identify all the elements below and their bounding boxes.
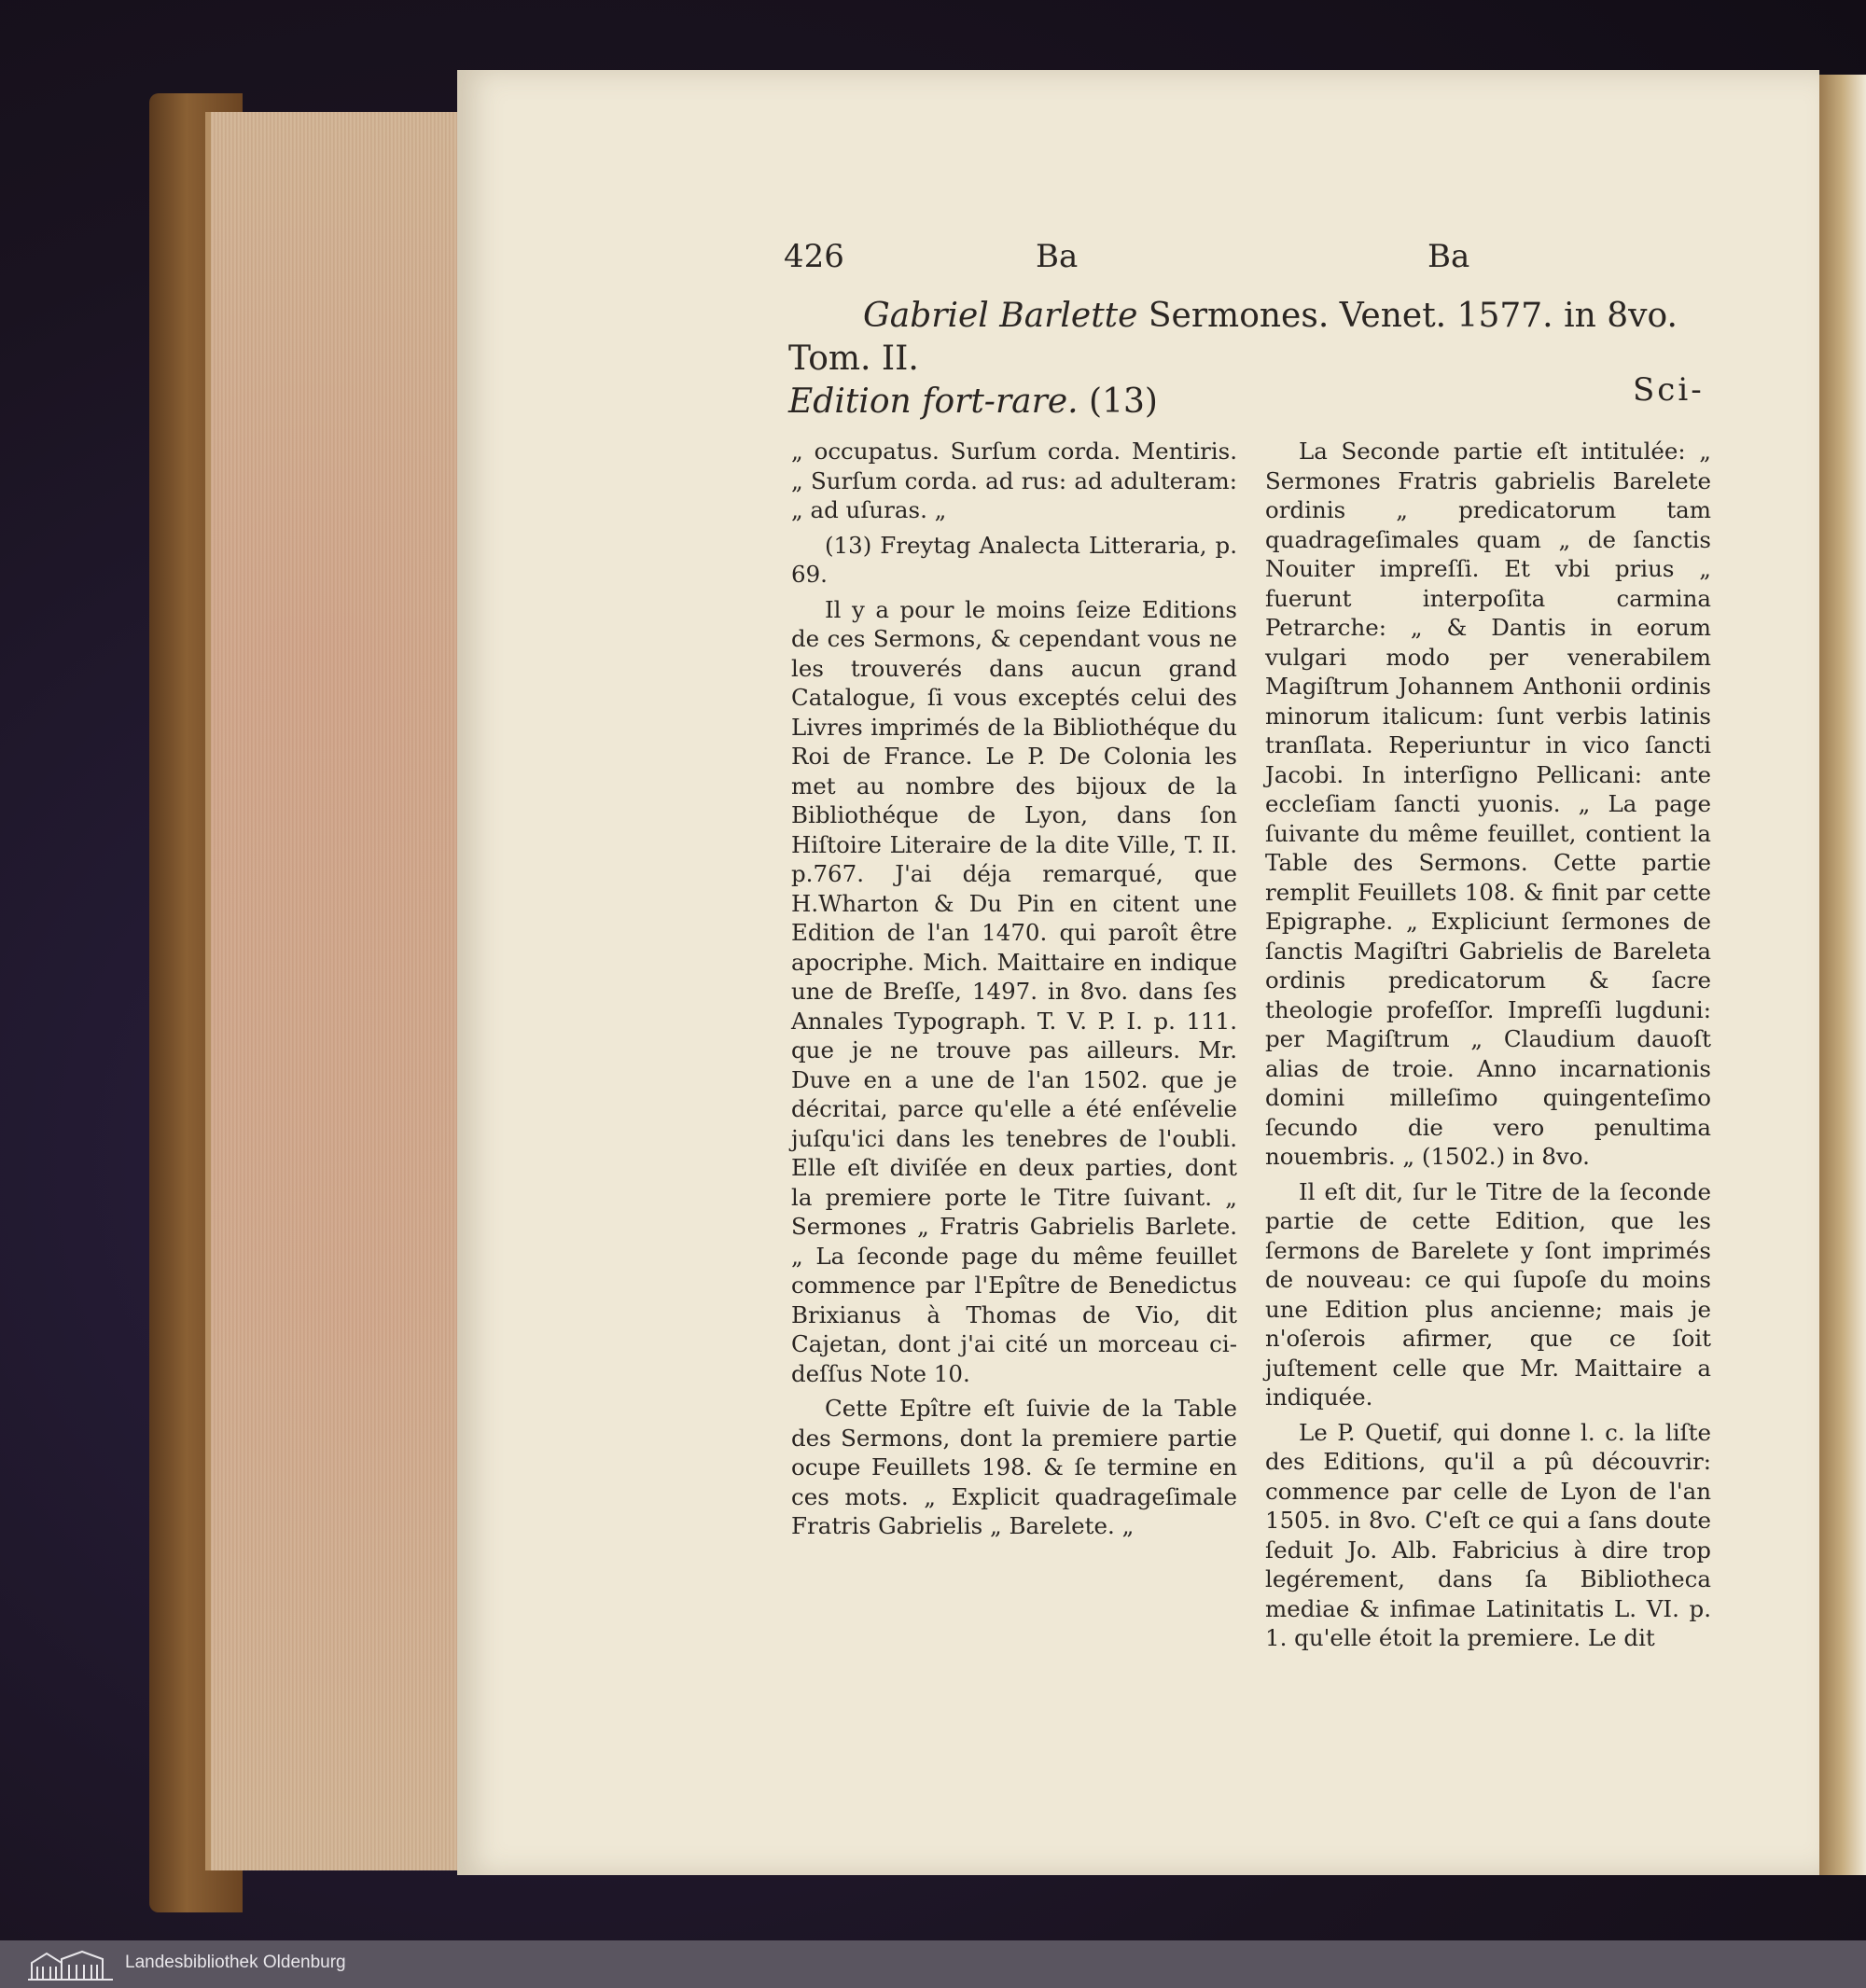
entry-note: Edition fort-rare. [788,382,1079,421]
left-column [791,437,1237,1547]
bibliographic-entry [788,295,1707,424]
library-building-icon [26,1948,115,1981]
right-paragraph-2: Il eſt dit, ſur le Titre de la ſeconde partie de cette Edition, que les ſermons de Barelete y ſont imprimés de nouveau: ce qui ſupoſe du moins une Edition plus ancienne; mais je n'oſerois afirmer, que ce ſoit juſtement celle que Mr. Maittaire a indiquée. [1265,1177,1711,1411]
page-number: 426 [784,238,844,275]
running-head-right: Ba [1427,238,1470,275]
page-stack-edges [205,112,463,1870]
right-paragraph-1: La Seconde partie eſt intitulée: „ Sermones Fratris gabrielis Barelete ordinis „ predicatorum tam quadrageſimales quam „ de ſanctis Nouiter impreſſi. Et vbi prius „ fuerunt interpoſita carmina Petrarche: „ & Dantis in eorum vulgari modo per venerabilem Magiſtrum Johannem Anthonii ordinis minorum italicum: ſunt verbis latinis tranſlata. Reperiuntur in vico ſancti Jacobi. In interſigno Pellicani: ante eccleſiam ſancti yuonis. „ La page ſuivante du même feuillet, contient la Table des Sermons. Cette partie remplit Feuillets 108. & finit par cette Epigraphe. „ Expliciunt ſermones de ſanctis Magiſtri Gabrielis de Bareleta ordinis predicatorum & ſacre theologie profeſſor. Impreſſi lugduni: per Magiſtrum „ Claudium dauoſt alias de troie. Anno incarnationis domini milleſimo quingenteſimo ſecundo die vero penultima nouembris. „ (1502.) in 8vo. [1265,438,1711,1170]
running-head-left: Ba [1036,238,1079,275]
running-header [784,238,1707,294]
entry-author: Gabriel Barlette [863,297,1138,335]
left-paragraph-4: Cette Epître eſt ſuivie de la Table des Sermons, dont la premiere partie ocupe Feuillets 198. & ſe termine en ces mots. „ Explicit quadrageſimale Fratris Gabrielis „ Barelete. „ [791,1395,1237,1539]
entry-title: Sermones. Venet. 1577. in 8vo. Tom. II. [788,297,1678,378]
footer-bar [0,1940,1866,1988]
left-paragraph-3: Il y a pour le moins ſeize Editions de ces Sermons, & cependant vous ne les trouverés dans aucun grand Catalogue, ſi vous exceptés celui des Livres imprimés de la Bibliothéque du Roi de France. Le P. De Colonia les met au nombre des bijoux de la Bibliothéque de Lyon, dans ſon Hiſtoire Literaire de la dite Ville, T. II. p.767. J'ai déja remarqué, que H.Wharton & Du Pin en citent une Edition de l'an 1470. qui paroît être apocriphe. Mich. Maittaire en indique une de Breſſe, 1497. in 8vo. dans ſes Annales Typograph. T. V. P. I. p. 111. que je ne trouve pas ailleurs. Mr. Duve en a une de l'an 1502. que je décritai, parce qu'elle a été enſévelie juſqu'ici dans les tenebres de l'oubli. Elle eſt diviſée en deux parties, dont la premiere porte le Titre ſuivant. „ Sermones „ Fratris Gabrielis Barlete. „ La ſeconde page du même feuillet commence par l'Epître de Benedictus Brixianus à Thomas de Vio, dit Cajetan, dont j'ai cité un morceau ci-deſſus Note 10. [791,595,1237,1387]
entry-note-ref: (13) [1078,382,1158,421]
facing-page-edge [1819,75,1866,1875]
right-column [1265,437,1711,1659]
right-paragraph-3: Le P. Quetif, qui donne l. c. la liſte des Editions, qu'il a pû découvrir: commence par celle de Lyon de l'an 1505. in 8vo. C'eſt ce qui a ſans doute ſeduit Jo. Alb. Fabricius à dire trop legérement, dans ſa Bibliotheca mediae & infimae Latinitatis L. VI. p. 1. qu'elle étoit la premiere. Le dit [1265,1418,1711,1651]
catchword-top: Sci- [1633,371,1705,409]
left-paragraph-1: „ occupatus. Surſum corda. Mentiris. „ Surſum corda. ad rus: ad adulteram: „ ad uſuras. „ [791,438,1237,523]
library-name: Landesbibliothek Oldenburg [125,1953,346,1972]
left-paragraph-2: (13) Freytag Analecta Litteraria, p. 69. [791,531,1237,588]
